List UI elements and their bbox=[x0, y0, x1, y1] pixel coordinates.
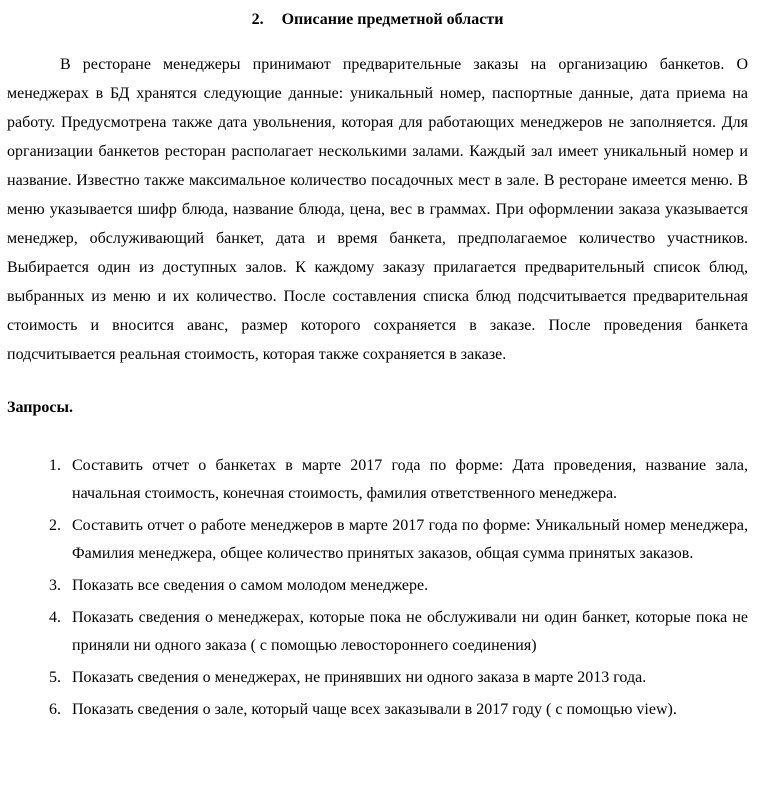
query-item-4: 4. Показать сведения о менеджерах, которые пока не обслуживали ни один банкет, которые пока не приняли ни одного заказа ( с помощью левостороннего соединения) bbox=[65, 604, 748, 660]
domain-description-paragraph: В ресторане менеджеры принимают предварительные заказы на организацию банкетов. О менеджерах в БД хранятся следующие данные: уникальный номер, паспортные данные, дата приема на работу. Предусмотрена также дата увольнения, которая для работающих менеджеров не заполняется. Для организации банкетов ресторан располагает несколькими залами. Каждый зал имеет уникальный номер и название. Известно также максимальное количество посадочных мест в зале. В ресторане имеется меню. В меню указывается шифр блюда, название блюда, цена, вес в граммах. При оформлении заказа указывается менеджер, обслуживающий банкет, дата и время банкета, предполагаемое количество участников. Выбирается один из доступных залов. К каждому заказу прилагается предварительный список блюд, выбранных из меню и их количество. После составления списка блюд подсчитывается предварительная стоимость и вносится аванс, размер которого сохраняется в заказе. После проведения банкета подсчитывается реальная стоимость, которая также сохраняется в заказе. bbox=[7, 56, 748, 363]
query-item-3: 3. Показать все сведения о самом молодом менеджере. bbox=[65, 572, 748, 600]
query-item-6: 6. Показать сведения о зале, который чаще всех заказывали в 2017 году ( с помощью view). bbox=[65, 696, 748, 724]
section-heading bbox=[7, 10, 748, 30]
queries-header: Запросы. bbox=[7, 399, 73, 416]
query-item-1: 1. Составить отчет о банкетах в марте 2017 года по форме: Дата проведения, название зала, начальная стоимость, конечная стоимость, фамилия ответственного менеджера. bbox=[65, 452, 748, 508]
query-item-5: 5. Показать сведения о менеджерах, не принявших ни одного заказа в марте 2013 года. bbox=[65, 664, 748, 692]
queries-list bbox=[7, 452, 748, 724]
section-title: Описание предметной области bbox=[281, 11, 504, 28]
section-number: 2. bbox=[251, 11, 264, 28]
query-item-2: 2. Составить отчет о работе менеджеров в марте 2017 года по форме: Уникальный номер менеджера, Фамилия менеджера, общее количество принятых заказов, общая сумма принятых заказов. bbox=[65, 512, 748, 568]
